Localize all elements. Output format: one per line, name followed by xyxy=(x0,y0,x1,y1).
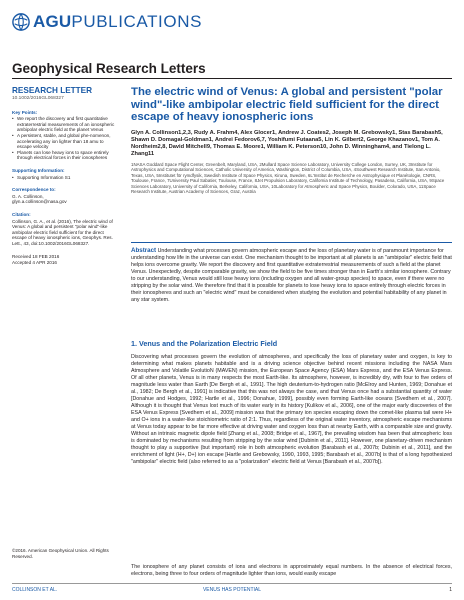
article-type: RESEARCH LETTER xyxy=(12,86,93,95)
author-list: Glyn A. Collinson1,2,3, Rudy A. Frahm4, Alex Glocer1, Andrew J. Coates2, Joseph M. Grebowsky1, Stas Barabash5, Shawn D. Domagal-Goldman1, Andrei Fedorov6,7, Yoshifumi Futaana5, Lin K. Gilbert2, George Khazanov1, Tom A. Nordheim2,8, David Mitchell9, Thomas E. Moore1, William K. Peterson10, John D. Winningham4, and Tielong L. Zhang11 xyxy=(131,129,443,158)
key-point: • We report the discovery and first quantitative extraterrestrial measurements of an ionospheric ambipolar electric field at the planet Venus xyxy=(12,116,116,133)
key-point: • Planets can lose heavy ions to space entirely through electrical forces in their ionospheres xyxy=(12,150,116,161)
footer-authors: COLLINSON ET AL. xyxy=(12,587,58,593)
agu-publications-logo xyxy=(12,11,202,33)
sidebar xyxy=(12,86,116,266)
abstract-text: Understanding what processes govern atmospheric escape and the loss of planetary water is of paramount importance for understanding how life in the universe can exist. One mechanism thought to be important at all planets is an "ambipolar" electric field that helps ions overcome gravity. We report the discovery and first quantitative extraterrestrial measurements of such a field at the planet Venus. Unexpectedly, despite comparable gravity, we show the field to be five times stronger than in Earth's similar ionosphere. Contrary to our understanding, Venus would still lose heavy ions (including oxygen and all water-group species) to space, even if there were no stripping by the solar wind. We therefore find that it is possible for planets to lose heavy ions to space entirely through electric forces in their ionospheres and such an "electric wind" must be considered when studying the evolution and potential habitability of any planet in any star system. xyxy=(131,248,452,303)
citation-text: Collinson, G. A., et al. (2016), The electric wind of Venus: A global and persistent "polar wind"-like ambipolar electric field sufficient for the direct escape of heavy ionospheric ions, Geophys. Res. Lett., 43, doi:10.1002/2016GL068327. xyxy=(12,218,113,246)
accepted-date: Accepted 4 APR 2016 xyxy=(12,260,57,266)
header-divider xyxy=(12,78,452,79)
page-number: 1 xyxy=(449,587,452,593)
citation-heading: Citation: xyxy=(12,211,31,217)
logo-publications-text: PUBLICATIONS xyxy=(71,12,203,31)
key-points-list xyxy=(12,116,116,161)
abstract-label: Abstract xyxy=(131,247,157,254)
copyright-notice: ©2016. American Geophysical Union. All Rights Reserved. xyxy=(12,548,109,559)
correspondence-heading: Correspondence to: xyxy=(12,187,56,193)
agu-globe-icon xyxy=(12,13,30,31)
correspondence-name: G. A. Collinson, xyxy=(12,193,44,199)
abstract xyxy=(131,242,452,304)
article-title: The electric wind of Venus: A global and persistent "polar wind"-like ambipolar electric field sufficient for the direct escape of heavy ionospheric ions xyxy=(131,86,443,124)
article-dates xyxy=(12,254,116,265)
article-doi[interactable]: 10.1002/2016GL068327 xyxy=(12,96,64,101)
page-footer xyxy=(12,583,452,593)
affiliations: 1NASA Goddard Space Flight Center, Greenbelt, Maryland, USA, 2Mullard Space Science Laboratory, University College London, Surrey, UK, 3Institute for Astrophysics and Computational Sciences, Catholic University of America, Washington, District of Columbia, USA, 4Southwest Research Institute, San Antonio, Texas, USA, 5Institutet för rymdfysik, Swedish Institute of Space Physics, Kiruna, Sweden, 6L'Institut de Recherche en Astrophysique et Planétologie, CNRS, Toulouse, France, 7University Paul Sabatier, Toulouse, France, 8Jet Propulsion Laboratory, California Institute of Technology, Pasadena, California, USA, 9Space Sciences Laboratory, University of California, Berkeley, California, USA, 10Laboratory for Atmospheric and Space Physics, Boulder, Colorado, USA, 11Space Research Institute, Austrian Academy of Sciences, Graz, Austria xyxy=(131,161,445,195)
journal-title: Geophysical Research Letters xyxy=(12,61,206,76)
key-points-heading: Key Points: xyxy=(12,109,38,115)
article-header xyxy=(131,86,452,195)
correspondence-email[interactable]: glyn.a.collinson@nasa.gov xyxy=(12,199,67,205)
body-paragraph: Discovering what processes govern the evolution of atmospheres, and specifically the loss of planetary water and oxygen, is key to determining what makes planets habitable and is a driving science objective behind recent missions including the NASA Mars Atmosphere and Volatile EvolutioN (MAVEN) mission, the European Space Agency (ESA) Mars Express, and the ESA Venus Express. Of all other planets, Venus is in many respects the most Earth-like. Its atmosphere, however, is incredibly dry, with four to five orders of magnitude less water than Earth [De Bergh et al., 1991]. The high deuterium-to-hydrogen ratio [McElroy and Hunten, 1969; Donahue et al., 1982; De Bergh et al., 1991] is indicative that this was not always the case, and that Venus once had a substantial quantity of water [Donahue and Hodges, 1992; Hartle et al., 1996; Donahue, 1999], possibly even forming Earth-like oceans [Svedhem et al., 2007]. Although it is thought that Venus lost much of its water early in its history [Kulikov et al., 2006], one of the major early discoveries of the ESA Venus Express [Svedhem et al., 2009] mission was that the primary ion species escaping down the comet-like plasma tail were H+ and O+ ions in a water-like stoichiometric ratio of 2:1. Thus, regardless of the original water inventory, atmospheric escape mechanisms at Venus today appear to be far more effective at driving water and oxygen loss than at nearby Earth, with a comparable size and gravity. Without an intrinsic magnetic dipole field [Zhang et al., 2008; Bridge et al., 1967], the prevailing wisdom has been that atmospheric loss is dominated by mechanisms resulting from stripping by the solar wind [Dubinin et al., 2011]. However, one planetary-driven mechanism thought to play a supportive (but important) role in both atmospheric evolution [Barabash et al., 2007b; Dubinin et al., 2011], and the enrichment of light (H+, D+) ion escape [Hartle and Grebowsky, 1990, 1993, 1995; Barabash et al., 2007b] is that of a long hypothesized "ambipolar" electric field (also referred to as a "polarization" electric field at Venus [Barabash et al., 2007b]). xyxy=(131,354,452,465)
supporting-info-item[interactable]: • Supporting Information S1 xyxy=(12,175,116,181)
supporting-info-list xyxy=(12,175,116,181)
footer-running-title: VENUS HAS POTENTIAL xyxy=(202,587,262,593)
body-paragraph: The ionosphere of any planet consists of ions and electrons in approximately equal numbers. In the absence of electrical forces, electrons, being three to four orders of magnitude lighter than ions, would easily escape xyxy=(131,564,452,577)
received-date: Received 18 FEB 2016 xyxy=(12,254,60,260)
key-point: • A persistent, stable, and global phe-nomenon, accelerating any ion lighter than 18 amu to escape velocity xyxy=(12,133,116,150)
section-heading: 1. Venus and the Polarization Electric Field xyxy=(131,339,278,348)
supporting-info-heading: Supporting Information: xyxy=(12,167,65,173)
logo-agu-text: AGU xyxy=(33,12,72,31)
